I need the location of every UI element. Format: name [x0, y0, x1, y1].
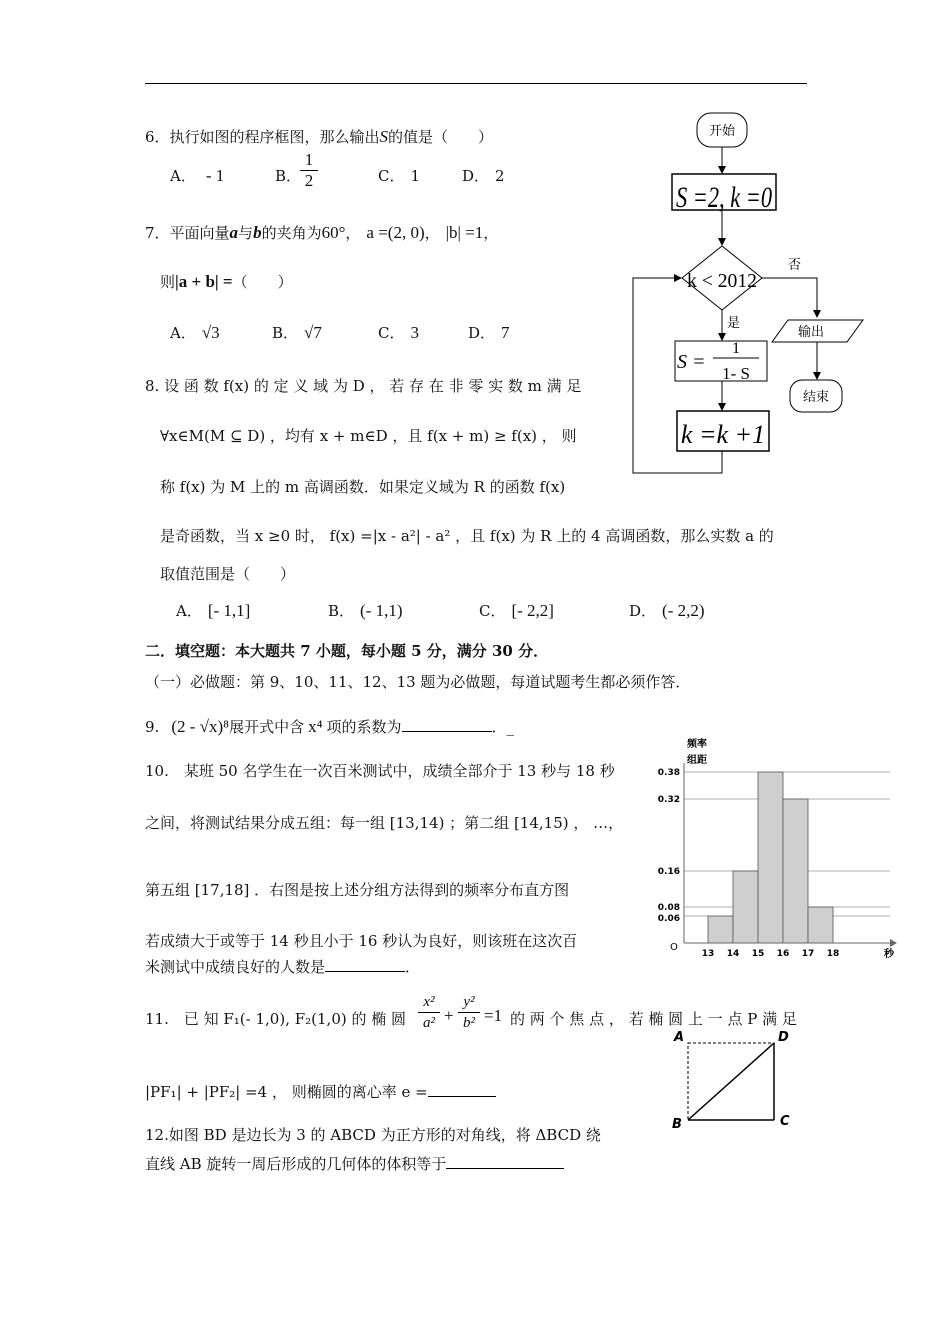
q10-line4: 若成绩大于或等于 14 秒且小于 16 秒认为良好，则该班在这次百: [145, 932, 578, 950]
vertex-a: A: [674, 1030, 685, 1045]
q8-line4: 是奇函数，当 x ≥0 时， f(x) =|x - a²| - a² ，且 f(x) 为 R 上的 4 高调函数，那么实数 a 的: [160, 527, 774, 545]
hist-y-tick-label: 0.08: [657, 903, 680, 913]
q12-line2: 直线 AB 旋转一周后形成的几何体的体积等于: [145, 1153, 564, 1174]
flow-start-text: 开始: [708, 124, 736, 139]
flow-end-text: 结束: [802, 390, 830, 405]
q7-option-c: C． 3: [378, 323, 419, 342]
hist-y-tick-label: 0.32: [657, 795, 680, 805]
q11-line2: |PF₁| + |PF₂| =4 ， 则椭圆的离心率 e =: [145, 1081, 496, 1102]
q6-option-d: D． 2: [462, 167, 505, 185]
q7-line2: 则|a + b| =（ ）: [160, 272, 293, 291]
flow-output-text: 输出: [797, 325, 825, 340]
hist-bar: [808, 907, 833, 943]
q8-line1: 8. 设 函 数 f(x) 的 定 义 域 为 D ， 若 存 在 非 零 实 数 m 满 足: [145, 377, 582, 395]
square-figure: [668, 1025, 798, 1135]
flow-incr-text: k =k +1: [680, 420, 766, 449]
q10-line1: 10. 某班 50 名学生在一次百米测试中，成绩全部介于 13 秒与 18 秒: [145, 762, 615, 780]
frequency-histogram: [650, 735, 900, 965]
section2-subtitle: （一）必做题：第 9、10、11、12、13 题为必做题，每道试题考生都必须作答．: [145, 673, 691, 691]
q11-line1-left: 11. 已 知 F₁(- 1,0), F₂(1,0) 的 椭 圆: [145, 1010, 407, 1028]
hist-ylabel-bottom: 组距: [687, 755, 707, 766]
hist-bar: [708, 916, 733, 943]
q6-option-b-label: B．: [275, 167, 302, 185]
hist-y-tick-label: 0.06: [657, 914, 680, 924]
hist-origin: O: [670, 942, 678, 953]
q8-option-a: A． [- 1,1]: [176, 601, 251, 620]
flow-assign-lhs: S =: [677, 351, 706, 373]
q6-option-b-fraction: 1 2: [300, 150, 318, 191]
q8-line5: 取值范围是（ ）: [160, 565, 296, 583]
hist-xlabel: 秒: [884, 949, 894, 960]
q11-frac2: y² b²: [458, 992, 480, 1033]
flow-condition-text: k < 2012: [687, 270, 757, 292]
vertex-d: D: [778, 1030, 789, 1045]
header-rule: [145, 83, 807, 84]
q8-option-c: C． [- 2,2]: [479, 601, 554, 620]
q10-line2: 之间，将测试结果分成五组：每一组 [13,14) ；第二组 [14,15) ， …，: [145, 814, 624, 832]
hist-bar: [783, 799, 808, 943]
flow-init-text: S =2, k =0: [676, 181, 772, 214]
q8-option-b: B． (- 1,1): [328, 601, 403, 620]
hist-bar: [733, 871, 758, 943]
q6-option-a: A． - 1: [170, 166, 225, 185]
q11-eq: =1: [484, 1006, 503, 1025]
vertex-b: B: [672, 1117, 682, 1132]
hist-x-tick-label: 15: [751, 949, 765, 959]
hist-y-tick-label: 0.38: [657, 768, 680, 778]
q11-frac1: x² a²: [418, 992, 440, 1033]
q7-option-a: A． √3: [170, 323, 220, 342]
hist-x-tick-label: 14: [726, 949, 740, 959]
q10-line3: 第五组 [17,18] ．右图是按上述分组方法得到的频率分布直方图: [145, 881, 570, 899]
vertex-c: C: [780, 1114, 790, 1129]
q7-line1: 7．平面向量a与b的夹角为60°， a =(2, 0)， |b| =1，: [145, 223, 499, 242]
q10-line5: 米测试中成绩良好的人数是 ．: [145, 958, 421, 976]
flow-assign-num: 1: [732, 340, 740, 357]
q11-line1-right: 的 两 个 焦 点 ， 若 椭 圆 上 一 点 P 满 足: [510, 1010, 797, 1028]
flow-yes-label: 是: [727, 316, 741, 331]
flow-assign-den: 1- S: [722, 364, 750, 383]
q6-stem: 6．执行如图的程序框图，那么输出S的值是（ ）: [145, 127, 494, 146]
q8-line2: ∀x∈M(M ⊆ D) ，均有 x + m∈D ，且 f(x + m) ≥ f(x) ， 则: [160, 427, 577, 445]
q7-option-b: B． √7: [272, 323, 322, 342]
hist-ylabel-top: 频率: [687, 739, 707, 750]
hist-bar: [758, 772, 783, 943]
q11-plus: +: [444, 1006, 454, 1025]
hist-y-tick-label: 0.16: [657, 867, 680, 877]
hist-x-tick-label: 18: [826, 949, 840, 959]
hist-x-tick-label: 16: [776, 949, 790, 959]
q7-option-d: D． 7: [468, 323, 510, 342]
flowchart: [625, 105, 875, 485]
q9-line: 9. (2 - √x)⁸展开式中含 x⁴ 项的系数为 ．_: [145, 717, 515, 736]
section2-title: 二．填空题：本大题共 7 小题，每小题 5 分，满分 30 分．: [145, 642, 549, 660]
hist-x-tick-label: 17: [801, 949, 815, 959]
q8-option-d: D． (- 2,2): [629, 601, 705, 620]
q12-line1: 12.如图 BD 是边长为 3 的 ABCD 为正方形的对角线，将 ΔBCD 绕: [145, 1126, 601, 1144]
flow-no-label: 否: [788, 258, 802, 273]
q6-option-c: C． 1: [378, 167, 421, 185]
diagonal-bd: [688, 1043, 774, 1120]
q8-line3: 称 f(x) 为 M 上的 m 高调函数．如果定义域为 R 的函数 f(x): [160, 478, 566, 496]
hist-x-tick-label: 13: [701, 949, 715, 959]
